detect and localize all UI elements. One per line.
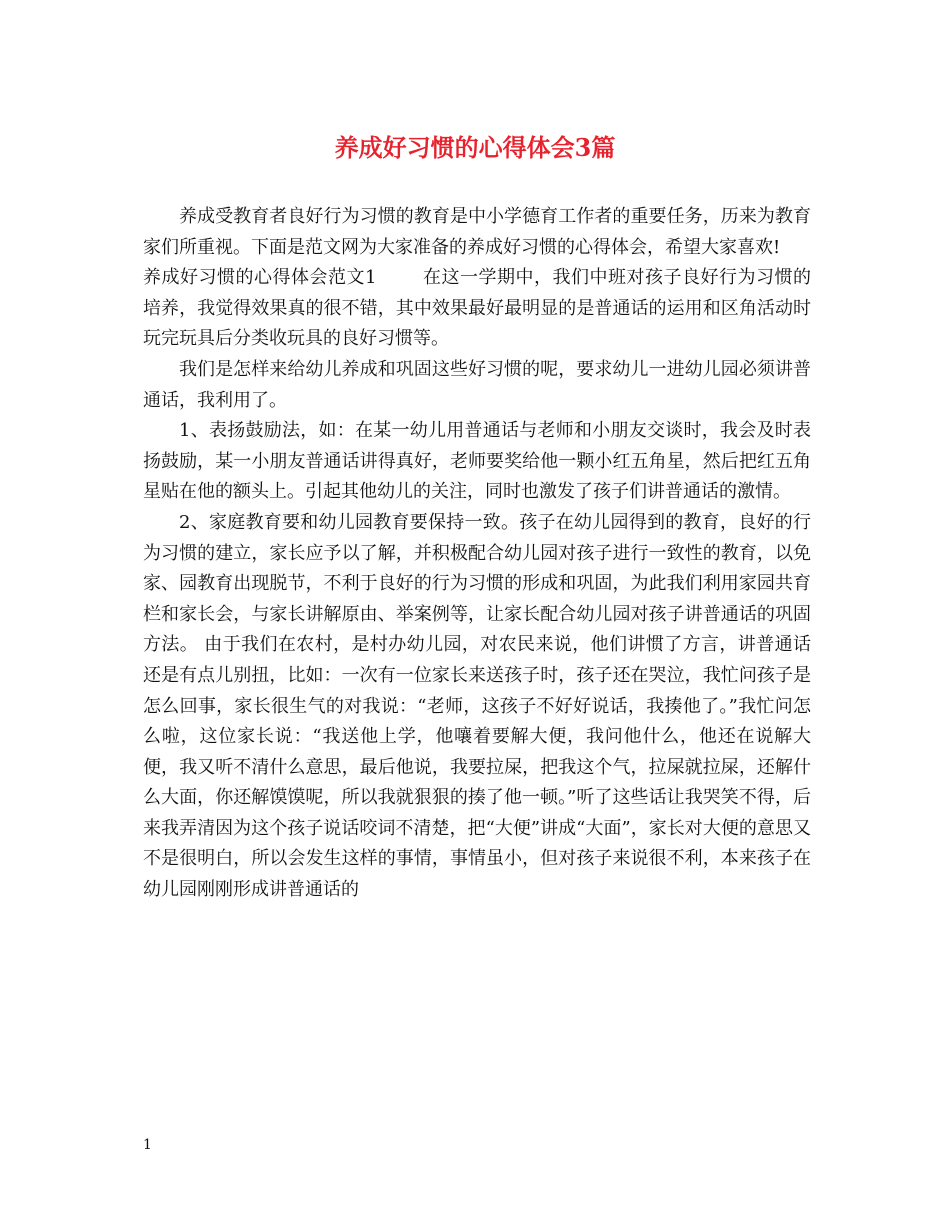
document-title: 养成好习惯的心得体会3篇 bbox=[334, 133, 616, 162]
paragraph-4: 2、家庭教育要和幼儿园教育要保持一致。孩子在幼儿园得到的教育，良好的行为习惯的建立，家长应予以了解，并积极配合幼儿园对孩子进行一致性的教育，以免家、园教育出现脱节，不利于良好的行为习惯的形成和巩固，为此我们利用家园共育栏和家长会，与家长讲解原由、举案例等，让家长配合幼儿园对孩子讲普通话的巩固方法。 由于我们在农村，是村办幼儿园，对农民来说，他们讲惯了方言，讲普通话还是有点儿别扭，比如：一次有一位家长来送孩子时，孩子还在哭泣，我忙问孩子是怎么回事，家长很生气的对我说：“老师，这孩子不好好说话，我揍他了。”我忙问怎么啦，这位家长说：“我送他上学，他嚷着要解大便，我问他什么，他还在说解大便，我又听不清什么意思，最后他说，我要拉屎，把我这个气，拉屎就拉屎，还解什么大面，你还解馍馍呢，所以我就狠狠的揍了他一顿。”听了这些话让我哭笑不得，后来我弄清因为这个孩子说话咬词不清楚，把“大便”讲成“大面”，家长对大便的意思又不是很明白，所以会发生这样的事情，事情虽小，但对孩子来说很不利，本来孩子在幼儿园刚刚形成讲普通话的 bbox=[143, 511, 811, 901]
intro-paragraph: 养成受教育者良好行为习惯的教育是中小学德育工作者的重要任务，历来为教育家们所重视。下面是范文网为大家准备的养成好习惯的心得体会，希望大家喜欢! bbox=[143, 206, 811, 258]
sample-paragraph-1 bbox=[143, 263, 811, 355]
document-body bbox=[143, 202, 811, 906]
sample-heading: 养成好习惯的心得体会范文1 bbox=[143, 267, 377, 289]
paragraph-3: 1、表扬鼓励法，如：在某一幼儿用普通话与老师和小朋友交谈时，我会及时表扬鼓励，某一小朋友普通话讲得真好，老师要奖给他一颗小红五角星，然后把红五角星贴在他的额头上。引起其他幼儿的关注，同时也激发了孩子们讲普通话的激情。 bbox=[143, 420, 811, 503]
paragraph-2: 我们是怎样来给幼儿养成和巩固这些好习惯的呢，要求幼儿一进幼儿园必须讲普通话，我利用了。 bbox=[143, 358, 811, 411]
page-number: 1 bbox=[143, 1137, 152, 1153]
paragraph-1-text: 在这一学期中，我们中班对孩子良好行为习惯的培养，我觉得效果真的很不错，其中效果最好最明显的是普通话的运用和区角活动时玩完玩具后分类收玩具的良好习惯等。 bbox=[143, 267, 811, 350]
